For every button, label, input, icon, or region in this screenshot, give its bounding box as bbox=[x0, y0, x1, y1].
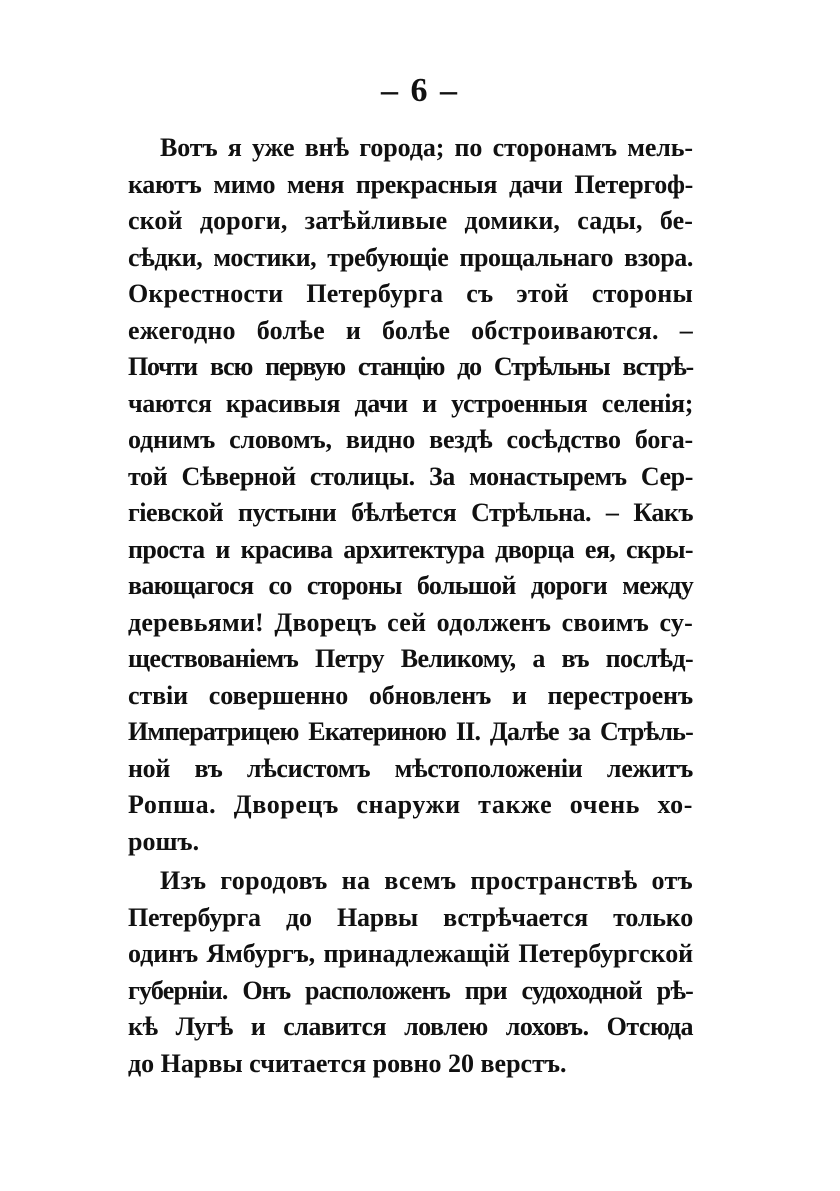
text-line: Вотъ я уже внѣ города; по сторонамъ мель- bbox=[160, 133, 693, 162]
text-line: рошъ. bbox=[128, 826, 200, 856]
text-line: Ропша. Дворецъ снаружи также очень хо- bbox=[128, 790, 693, 819]
paragraph-2 bbox=[128, 863, 693, 1082]
text-line: гіевской пустыни бѣлѣется Стрѣльна. – Какъ bbox=[128, 498, 693, 527]
text-line: однимъ словомъ, видно вездѣ сосѣдство бога- bbox=[128, 425, 693, 454]
text-line: Императрицею Екатериною II. Далѣе за Стрѣль- bbox=[128, 717, 693, 746]
text-line: ежегодно болѣе и болѣе обстроиваются. – bbox=[128, 315, 693, 345]
page-number: – 6 – bbox=[381, 72, 459, 109]
text-line: Почти всю первую станцію до Стрѣльны встрѣ- bbox=[128, 352, 693, 381]
text-line: кѣ Лугѣ и славится ловлею лоховъ. Отсюда bbox=[128, 1012, 693, 1041]
paragraph-1 bbox=[128, 130, 693, 860]
text-line: чаются красивыя дачи и устроенныя селенія; bbox=[128, 388, 693, 418]
text-line: до Нарвы считается ровно 20 верстъ. bbox=[128, 1048, 567, 1078]
text-line: ствіи совершенно обновленъ и перестроенъ bbox=[128, 680, 693, 710]
text-line: Изъ городовъ на всемъ пространствѣ отъ bbox=[160, 866, 693, 895]
text-line: деревьями! Дворецъ сей одолженъ своимъ су- bbox=[128, 607, 693, 637]
text-line: той Сѣверной столицы. За монастыремъ Сер- bbox=[128, 461, 693, 491]
text-line: вающагося со стороны большой дороги между bbox=[128, 571, 693, 600]
text-line: проста и красива архитектура дворца ея, скры- bbox=[128, 534, 693, 564]
text-line: губерніи. Онъ расположенъ при судоходной рѣ- bbox=[128, 975, 693, 1005]
text-line: одинъ Ямбургъ, принадлежащій Петербургской bbox=[128, 939, 693, 968]
text-line: ской дороги, затѣйливые домики, сады, бе- bbox=[128, 206, 693, 235]
text-line: каютъ мимо меня прекрасныя дачи Петергоф- bbox=[128, 169, 693, 199]
body-text bbox=[128, 130, 693, 1082]
text-line: Окрестности Петербурга съ этой стороны bbox=[128, 279, 693, 308]
text-line: Петербурга до Нарвы встрѣчается только bbox=[128, 902, 693, 932]
text-line: ществованіемъ Петру Великому, а въ послѣд- bbox=[128, 644, 693, 673]
text-line: ной въ лѣсистомъ мѣстоположеніи лежитъ bbox=[128, 753, 693, 783]
text-line: сѣдки, мостики, требующіе прощальнаго взора. bbox=[128, 242, 693, 272]
